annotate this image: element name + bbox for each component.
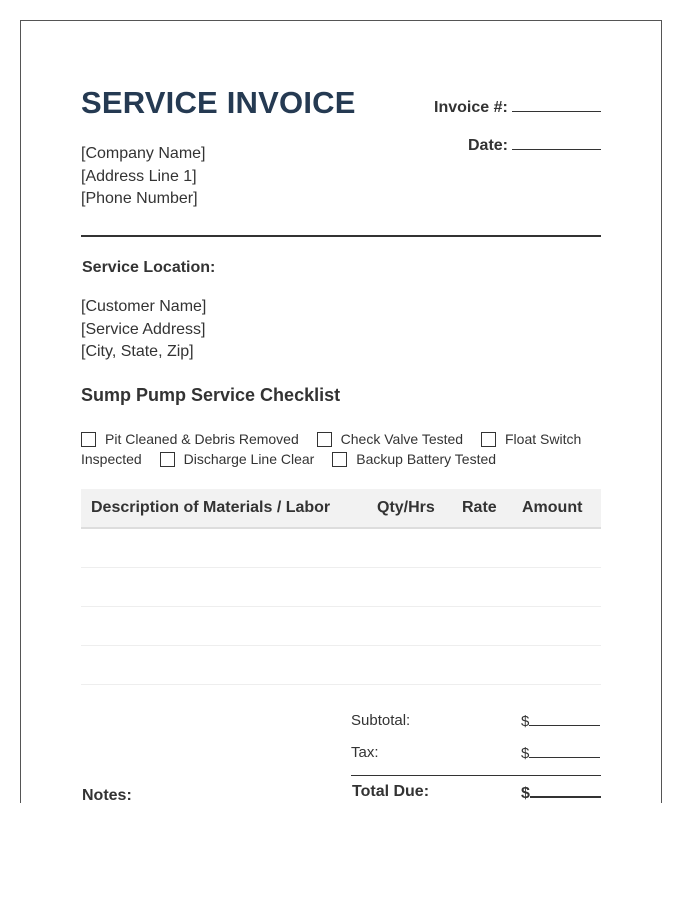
tax-value[interactable] xyxy=(521,744,600,762)
invoice-number-label: Invoice #: xyxy=(434,99,508,116)
checklist-item xyxy=(160,451,315,467)
invoice-page xyxy=(20,20,662,803)
checkbox-pit-cleaned[interactable] xyxy=(81,432,96,447)
currency-symbol: $ xyxy=(521,745,530,762)
checkbox-float-switch[interactable] xyxy=(481,432,496,447)
checklist-item-label: Check Valve Tested xyxy=(340,431,464,447)
currency-symbol: $ xyxy=(521,713,530,730)
customer-block xyxy=(81,296,206,364)
date-row xyxy=(468,136,601,155)
table-row[interactable] xyxy=(81,646,601,685)
company-block xyxy=(81,143,206,211)
checklist xyxy=(81,429,611,469)
header-divider xyxy=(81,235,601,237)
notes-label: Notes: xyxy=(82,787,132,803)
subtotal-label: Subtotal: xyxy=(351,712,411,729)
invoice-title: SERVICE INVOICE xyxy=(81,85,356,120)
total-due-value[interactable] xyxy=(521,783,601,803)
total-due-label: Total Due: xyxy=(352,783,430,800)
table-row[interactable] xyxy=(81,607,601,646)
checklist-item xyxy=(332,451,496,467)
tax-label: Tax: xyxy=(351,744,379,761)
checklist-item xyxy=(317,431,463,447)
column-header-amount: Amount xyxy=(522,499,583,516)
checklist-item-label: Float Switch Inspected xyxy=(81,431,582,467)
column-header-qty: Qty/Hrs xyxy=(377,499,435,516)
checkbox-discharge-line[interactable] xyxy=(160,452,175,467)
service-address: [Service Address] xyxy=(81,320,206,338)
tax-field[interactable] xyxy=(529,744,600,758)
checkbox-check-valve[interactable] xyxy=(317,432,332,447)
column-header-rate: Rate xyxy=(462,499,497,516)
company-address: [Address Line 1] xyxy=(81,167,197,185)
column-header-description: Description of Materials / Labor xyxy=(91,499,331,516)
table-row[interactable] xyxy=(81,529,601,568)
date-label: Date: xyxy=(468,137,509,154)
date-field[interactable] xyxy=(512,136,601,150)
checklist-item-label: Pit Cleaned & Debris Removed xyxy=(105,431,299,447)
checklist-item xyxy=(81,431,299,447)
company-phone: [Phone Number] xyxy=(81,190,198,207)
invoice-number-field[interactable] xyxy=(512,98,601,112)
customer-name: [Customer Name] xyxy=(81,298,207,315)
total-due-field[interactable] xyxy=(530,783,601,798)
checkbox-backup-battery[interactable] xyxy=(332,452,347,467)
invoice-number-row xyxy=(434,98,601,117)
currency-symbol: $ xyxy=(521,785,530,802)
table-row[interactable] xyxy=(81,568,601,607)
table-header xyxy=(81,489,601,529)
line-items-table xyxy=(81,489,601,685)
totals-divider xyxy=(351,775,601,776)
checklist-item-label: Backup Battery Tested xyxy=(356,451,497,467)
service-location-label: Service Location: xyxy=(82,259,216,276)
subtotal-value[interactable] xyxy=(521,712,600,730)
checklist-title: Sump Pump Service Checklist xyxy=(81,385,341,405)
company-name: [Company Name] xyxy=(81,145,206,162)
checklist-item-label: Discharge Line Clear xyxy=(183,451,315,467)
city-state-zip: [City, State, Zip] xyxy=(81,343,194,360)
subtotal-field[interactable] xyxy=(529,712,600,726)
